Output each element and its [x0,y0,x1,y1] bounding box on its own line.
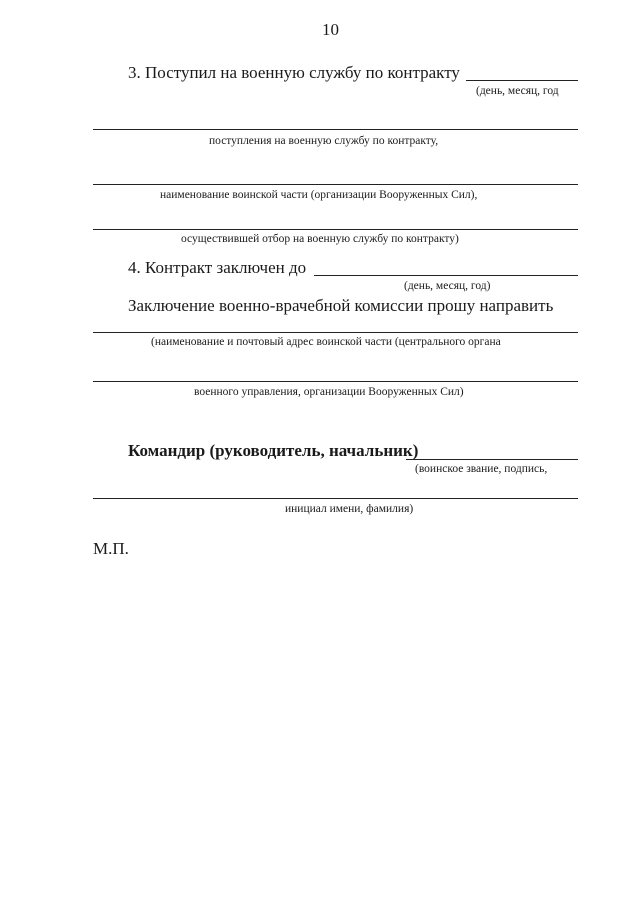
conclusion-address-field[interactable] [93,332,578,333]
section3-hint-unit: наименование воинской части (организации Вооруженных Сил), [160,189,478,201]
commander-label: Командир (руководитель, начальник) [128,441,419,460]
section4-date-field[interactable] [314,275,578,276]
stamp-label: М.П. [93,539,129,558]
conclusion-text: Заключение военно-врачебной комиссии прошу направить [128,296,554,315]
section4-text: 4. Контракт заключен до [128,258,307,277]
section3-date-field[interactable] [466,80,578,81]
section3-date-hint: (день, месяц, год [476,85,559,97]
commander-hint-name: инициал имени, фамилия) [285,503,414,515]
commander-signature-field[interactable] [406,459,578,460]
page-number: 10 [322,20,339,39]
section3-entry-field[interactable] [93,129,578,130]
commander-hint-rank: (воинское звание, подпись, [415,463,548,475]
section3-hint-selection: осуществившей отбор на военную службу по контракту) [181,233,459,245]
conclusion-hint-address: (наименование и почтовый адрес воинской части (центрального органа [151,336,501,348]
commander-name-field[interactable] [93,498,578,499]
section3-text: 3. Поступил на военную службу по контракту [128,63,460,82]
section4-date-hint: (день, месяц, год) [404,280,491,292]
conclusion-address-field-2[interactable] [93,381,578,382]
section3-unit-field[interactable] [93,184,578,185]
section3-selection-field[interactable] [93,229,578,230]
conclusion-hint-org: военного управления, организации Вооруженных Сил) [194,386,464,398]
section3-hint-entry: поступления на военную службу по контракту, [209,135,439,147]
